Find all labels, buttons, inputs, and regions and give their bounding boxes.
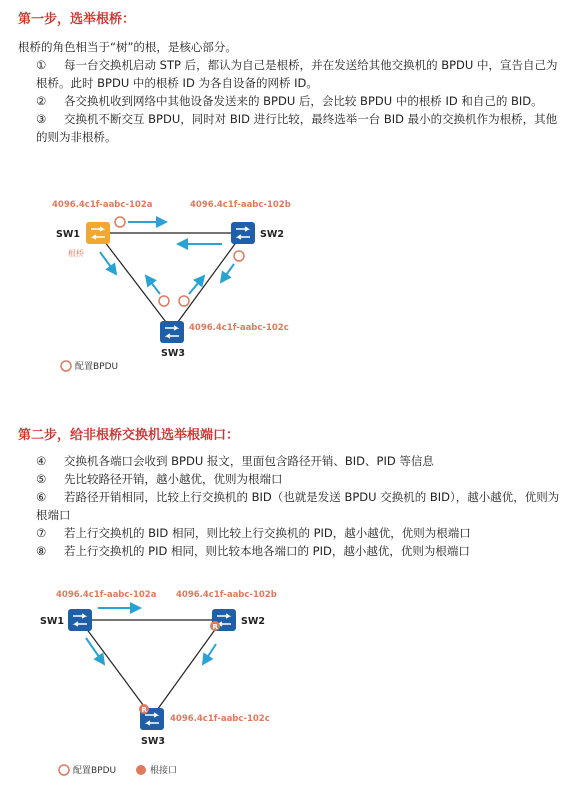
sw3-bid-label: 4096.4c1f-aabc-102c [170, 714, 270, 724]
root-port-letter: R [212, 623, 218, 631]
sw3-switch-icon [160, 321, 184, 343]
step2-text [18, 452, 566, 560]
step1-item-1 [18, 56, 566, 92]
sw2-bid-label: 4096.4c1f-aabc-102b [176, 590, 277, 600]
legend-bpdu-icon [61, 361, 71, 371]
bpdu-arrow [203, 644, 216, 664]
bpdu-arrow [189, 276, 204, 294]
root-port-letter: R [141, 706, 147, 714]
bpdu-arrow [100, 252, 116, 274]
item-number: ⑤ [36, 472, 47, 486]
item-number: ⑥ [36, 490, 47, 504]
item-text: 若上行交换机的 PID 相同，则比较本地各端口的 PID，越小越优，优则为根端口 [64, 544, 470, 558]
legend-bpdu-label: 配置BPDU [75, 362, 119, 372]
sw3-name: SW3 [161, 348, 185, 359]
sw2-name: SW2 [241, 616, 265, 627]
item-text: 交换机不断交互 BPDU，同时对 BID 进行比较，最终选举一台 BID 最小的交换机作为根桥，其他的则为非根桥。 [36, 112, 558, 144]
step2-heading: 第二步，给非根桥交换机选举根端口： [18, 428, 240, 443]
sw1-name: SW1 [40, 616, 64, 627]
sw2-name: SW2 [260, 229, 284, 240]
sw3-name: SW3 [141, 736, 165, 747]
bpdu-circle [115, 217, 125, 227]
bpdu-circle [179, 296, 189, 306]
link-sw1-sw3 [80, 620, 152, 717]
legend-root-port-label: 根接口 [150, 766, 178, 776]
sw1-bid-label: 4096.4c1f-aabc-102a [52, 200, 153, 210]
item-text: 若路径开销相同，比较上行交换机的 BID（也就是发送 BPDU 交换机的 BID），越小越优，优则为根端口 [36, 490, 560, 522]
item-number: ⑧ [36, 544, 47, 558]
item-number: ③ [36, 112, 47, 126]
item-text: 每一台交换机启动 STP 后，都认为自己是根桥，并在发送给其他交换机的 BPDU 中，宣告自己为根桥。此时 BPDU 中的根桥 ID 为各自设备的网桥 ID。 [36, 58, 558, 90]
bpdu-circle [234, 251, 244, 261]
step1-heading: 第一步，选举根桥： [18, 12, 136, 27]
legend-bpdu-icon [59, 765, 69, 775]
step2-item-6 [18, 488, 566, 524]
step2-item-4 [18, 452, 566, 470]
legend-bpdu-label: 配置BPDU [73, 766, 117, 776]
bpdu-arrow [221, 264, 234, 282]
item-text: 先比较路径开销，越小越优，优则为根端口 [64, 472, 283, 486]
sw1-switch-icon [68, 609, 92, 631]
item-number: ⑦ [36, 526, 47, 540]
legend-root-port-icon [136, 765, 146, 775]
step2-item-7 [18, 524, 566, 542]
item-number: ④ [36, 454, 47, 468]
step1-item-3 [18, 110, 566, 146]
sw3-bid-label: 4096.4c1f-aabc-102c [189, 323, 289, 333]
bpdu-arrow [146, 276, 160, 294]
item-number: ① [36, 58, 47, 72]
item-text: 各交换机收到网络中其他设备发送来的 BPDU 后，会比较 BPDU 中的根桥 ID 和自己的 BID。 [64, 94, 543, 108]
root-port-marker [139, 704, 149, 714]
step2-item-8 [18, 542, 566, 560]
step2-item-5 [18, 470, 566, 488]
link-sw2-sw3 [152, 620, 222, 717]
stp-root-port-diagram [0, 584, 583, 784]
sw1-name: SW1 [56, 229, 80, 240]
link-sw2-sw3 [172, 233, 243, 330]
item-text: 交换机各端口会收到 BPDU 报文，里面包含路径开销、BID、PID 等信息 [64, 454, 434, 468]
item-number: ② [36, 94, 47, 108]
step1-item-2 [18, 92, 566, 110]
bpdu-arrow [86, 638, 104, 664]
stp-root-bridge-diagram [0, 190, 583, 380]
bpdu-circle [159, 296, 169, 306]
root-bridge-label: 根桥 [68, 249, 84, 258]
link-sw1-sw3 [98, 233, 172, 330]
sw2-bid-label: 4096.4c1f-aabc-102b [190, 200, 291, 210]
item-text: 若上行交换机的 BID 相同，则比较上行交换机的 PID，越小越优，优则为根端口 [64, 526, 471, 540]
step1-intro: 根桥的角色相当于“树”的根，是核心部分。 [18, 40, 237, 54]
sw1-bid-label: 4096.4c1f-aabc-102a [56, 590, 157, 600]
sw2-switch-icon [231, 222, 255, 244]
step1-text [18, 38, 566, 146]
sw1-switch-icon [86, 222, 110, 244]
root-port-marker [210, 621, 220, 631]
